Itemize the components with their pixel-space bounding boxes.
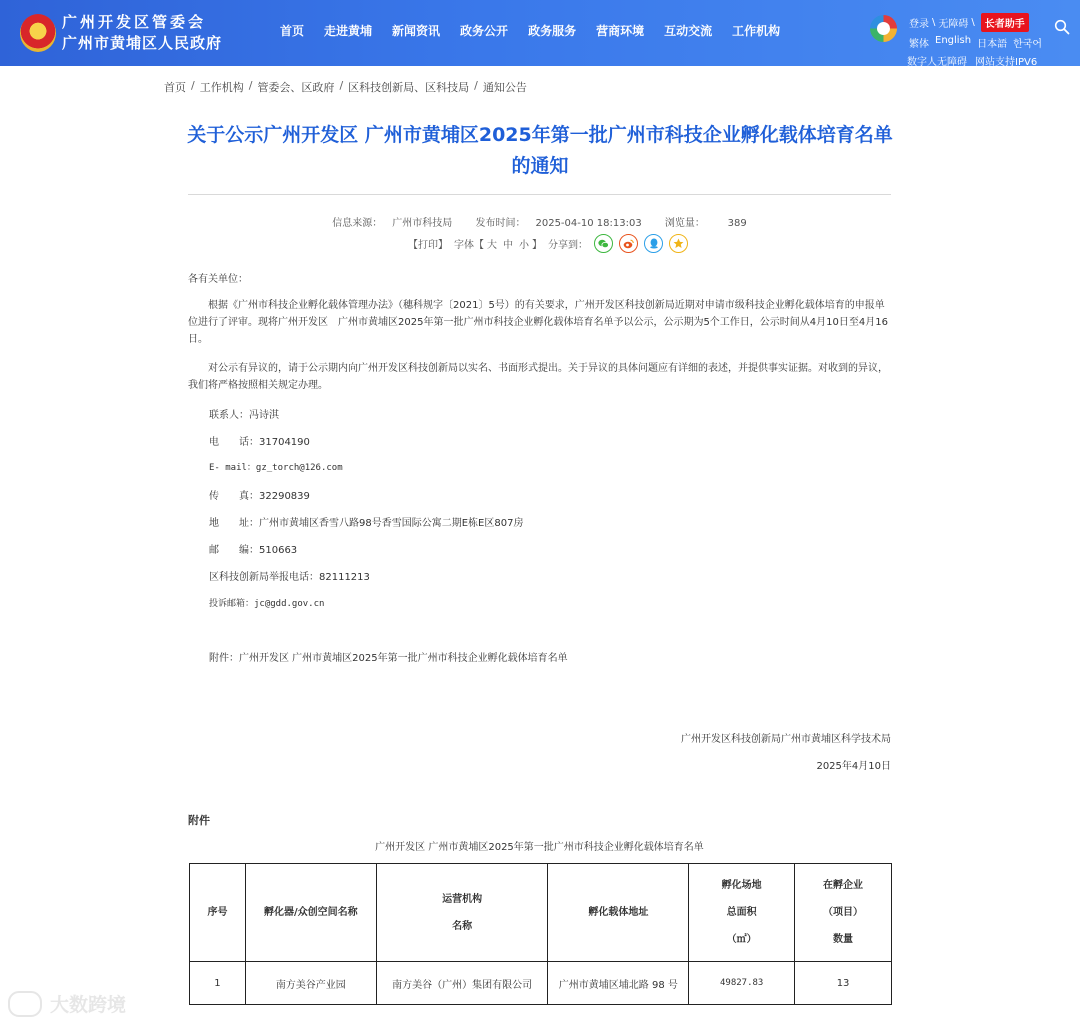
title-divider: [188, 194, 891, 195]
nav-item-about[interactable]: 走进黄埔: [324, 24, 373, 38]
share-label: 分享到：: [548, 240, 588, 251]
site-name-line1: 广州开发区管委会: [62, 13, 207, 31]
article-title: 关于公示广州开发区 广州市黄埔区2025年第一批广州市科技企业孵化载体培育名单的通知: [187, 124, 893, 177]
header-utilities-bottom: [907, 53, 1045, 68]
cell-operator: 南方美谷（广州）集团有限公司: [376, 962, 548, 1005]
complaint-email[interactable]: 投诉邮箱：jc@gdd.gov.cn: [209, 599, 325, 609]
site-name[interactable]: [62, 12, 222, 54]
qq-icon[interactable]: [644, 234, 663, 253]
breadcrumb-department[interactable]: 区科技创新局、区科技局: [348, 81, 470, 94]
breadcrumb-government[interactable]: 管委会、区政府: [257, 81, 335, 94]
nav-item-interaction[interactable]: 互动交流: [664, 24, 713, 38]
source-value: 广州市科技局: [392, 218, 453, 229]
ipv6-label: 网站支持IPV6: [975, 57, 1038, 68]
paragraph-1: 根据《广州市科技企业孵化载体管理办法》（穗科规字〔2021〕5号）的有关要求，广州开发区科技创新局近期对申请市级科技企业孵化载体培育的申报单位进行了评审。现将广州开发区 广州市黄埔区2025年第一批广州市科技企业孵化载体培育名单予以公示，公示期为5个工作日，公示时间从4月10日至4月16日。: [188, 300, 888, 345]
report-hotline: 区科技创新局举报电话：82111213: [209, 572, 370, 583]
greeting: 各有关单位：: [188, 274, 248, 285]
source-label: 信息来源：: [332, 218, 383, 229]
font-small-button[interactable]: 小: [519, 240, 529, 251]
language-switcher: [909, 35, 1048, 50]
publish-time-label: 发布时间：: [475, 218, 526, 229]
print-button[interactable]: 【打印】: [408, 240, 448, 251]
lang-korean[interactable]: 한국어: [1013, 39, 1043, 50]
nav-item-news[interactable]: 新闻资讯: [392, 24, 441, 38]
watermark: [8, 990, 126, 1017]
contact-fax: 传 真：32290839: [209, 491, 310, 502]
service-logo-icon[interactable]: [870, 15, 897, 42]
nav-item-gov-service[interactable]: 政务服务: [528, 24, 577, 38]
annex-table-title: 广州开发区 广州市黄埔区2025年第一批广州市科技企业孵化载体培育名单: [375, 842, 704, 853]
elder-helper-button[interactable]: 长者助手: [981, 13, 1029, 32]
contact-email[interactable]: E- mail：gz_torch@126.com: [209, 463, 343, 473]
breadcrumb-notices[interactable]: 通知公告: [482, 81, 527, 94]
publish-time: 2025-04-10 18:13:03: [535, 218, 642, 229]
main-nav: [270, 22, 790, 39]
font-large-button[interactable]: 大: [487, 240, 497, 251]
attachment-link[interactable]: 附件：广州开发区 广州市黄埔区2025年第一批广州市科技企业孵化载体培育名单: [209, 653, 568, 664]
contact-phone: 电 话：31704190: [209, 437, 310, 448]
site-header: [0, 0, 1080, 66]
contact-postcode: 邮 编：510663: [209, 545, 298, 556]
font-size-close: 】: [532, 240, 542, 251]
issue-date: 2025年4月10日: [816, 761, 891, 772]
cell-incubator-name: 南方美谷产业园: [245, 962, 376, 1005]
breadcrumb-agencies[interactable]: 工作机构: [199, 81, 244, 94]
cell-index: 1: [190, 962, 246, 1005]
nav-item-home[interactable]: 首页: [280, 24, 305, 38]
cell-enterprise-count: 13: [795, 962, 892, 1005]
header-utilities: [909, 13, 1029, 32]
breadcrumb-separator: /: [191, 79, 195, 92]
weibo-icon[interactable]: [619, 234, 638, 253]
header-address: 孵化载体地址: [548, 864, 689, 962]
issuer-signature: 广州开发区科技创新局广州市黄埔区科学技术局: [681, 734, 891, 745]
contact-person: 联系人：冯诗淇: [209, 410, 279, 421]
table-row: [190, 962, 892, 1005]
barrier-free-link[interactable]: 无障碍: [938, 19, 969, 30]
contact-address: 地 址：广州市黄埔区香雪八路98号香雪国际公寓二期E栋E区807房: [209, 518, 524, 529]
divider: \: [932, 17, 936, 28]
breadcrumb-separator: /: [248, 79, 253, 92]
cell-address: 广州市黄埔区埔北路 98 号: [548, 962, 689, 1005]
breadcrumb: [164, 79, 527, 95]
views-count: 389: [727, 218, 747, 229]
wechat-icon[interactable]: [594, 234, 613, 253]
font-size-label: 字体【: [454, 240, 484, 251]
login-link[interactable]: 登录: [909, 19, 929, 30]
header-incubator-name: 孵化器/众创空间名称: [245, 864, 376, 962]
lang-japanese[interactable]: 日本語: [977, 39, 1008, 50]
article-meta: [188, 214, 891, 229]
article-tools: [408, 234, 694, 253]
paragraph-2: 对公示有异议的，请于公示期内向广州开发区科技创新局以实名、书面形式提出。关于异议的具体问题应有详细的表述，并提供事实证据。对收到的异议，我们将严格按照相关规定办理。: [188, 363, 888, 391]
favorite-icon[interactable]: [669, 234, 688, 253]
header-operator: 运营机构 名称: [376, 864, 548, 962]
table-header-row: [190, 864, 892, 962]
lang-english[interactable]: English: [935, 35, 972, 46]
nav-item-gov-open[interactable]: 政务公开: [460, 24, 509, 38]
annex-label: 附件: [188, 814, 210, 827]
divider: \: [971, 17, 975, 28]
lang-traditional[interactable]: 繁体: [909, 39, 929, 50]
search-icon[interactable]: [1054, 19, 1070, 35]
breadcrumb-separator: /: [474, 79, 478, 92]
header-area: 孵化场地 总面积 （㎡）: [689, 864, 795, 962]
breadcrumb-home[interactable]: 首页: [164, 81, 186, 94]
cell-area: 49827.83: [689, 962, 795, 1005]
incubator-table: [189, 863, 892, 1005]
site-name-line2: 广州市黄埔区人民政府: [62, 34, 223, 52]
nav-item-business[interactable]: 营商环境: [596, 24, 645, 38]
nav-item-agencies[interactable]: 工作机构: [732, 24, 781, 38]
watermark-logo-icon: [8, 991, 42, 1017]
views-label: 浏览量：: [664, 218, 705, 229]
header-index: 序号: [190, 864, 246, 962]
font-medium-button[interactable]: 中: [503, 240, 513, 251]
watermark-text: 大数跨境: [50, 994, 127, 1016]
national-emblem-icon: [20, 14, 56, 52]
digital-barrier-free-link[interactable]: 数字人无障碍: [907, 57, 967, 68]
header-enterprise-count: 在孵企业 （项目） 数量: [795, 864, 892, 962]
breadcrumb-separator: /: [339, 79, 344, 92]
